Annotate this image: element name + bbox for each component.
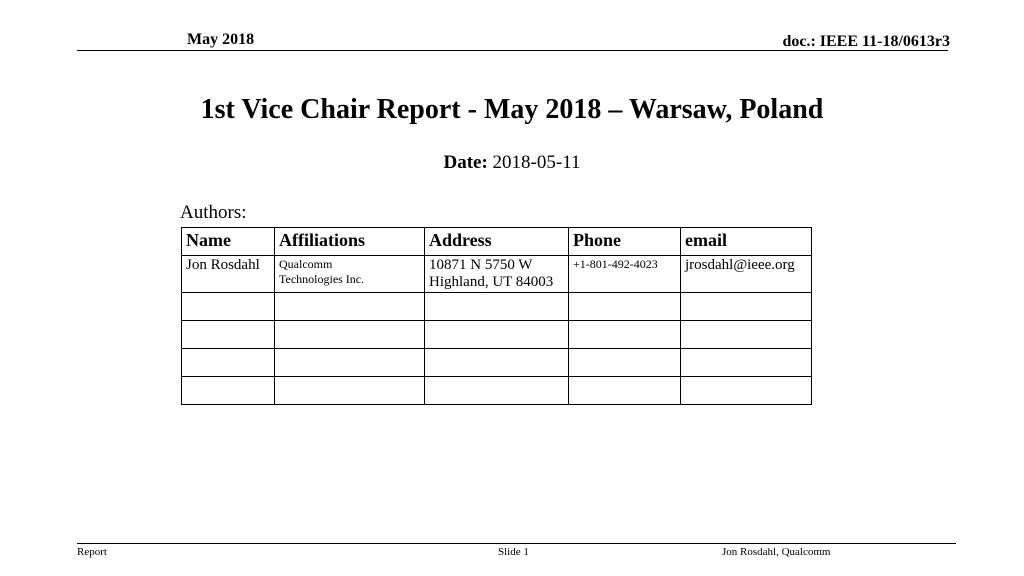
- empty-cell: [425, 349, 569, 377]
- footer-divider: [77, 543, 956, 544]
- address-line: 10871 N 5750 W: [429, 257, 533, 273]
- empty-cell: [182, 349, 275, 377]
- empty-cell: [275, 293, 425, 321]
- date-line: [0, 152, 1024, 174]
- date-label: Date:: [443, 152, 488, 173]
- header-address: Address: [425, 228, 569, 256]
- empty-cell: [182, 377, 275, 405]
- affiliation-line: Technologies Inc.: [279, 272, 365, 286]
- header-affiliations: Affiliations: [275, 228, 425, 256]
- empty-cell: [569, 293, 681, 321]
- table-row: [182, 377, 812, 405]
- affiliation-line: Qualcomm: [279, 257, 333, 271]
- empty-cell: [569, 321, 681, 349]
- empty-cell: [275, 321, 425, 349]
- empty-cell: [569, 377, 681, 405]
- empty-cell: [425, 321, 569, 349]
- empty-cell: [681, 377, 812, 405]
- footer-slide-number: Slide 1: [498, 546, 529, 558]
- empty-cell: [275, 377, 425, 405]
- empty-cell: [182, 293, 275, 321]
- slide-title: 1st Vice Chair Report - May 2018 – Warsaw, Poland: [200, 94, 824, 125]
- cell-name: Jon Rosdahl: [182, 256, 275, 293]
- footer-report: Report: [77, 546, 107, 558]
- date-value: 2018-05-11: [492, 152, 581, 173]
- table-row: [182, 256, 812, 293]
- table-row: [182, 321, 812, 349]
- empty-cell: [681, 349, 812, 377]
- header-doc-id: doc.: IEEE 11-18/0613r3: [782, 33, 950, 50]
- header-phone: Phone: [569, 228, 681, 256]
- header-name: Name: [182, 228, 275, 256]
- cell-affiliation: [275, 256, 425, 293]
- empty-cell: [275, 349, 425, 377]
- empty-cell: [569, 349, 681, 377]
- header-date: May 2018: [187, 31, 255, 48]
- table-header-row: [182, 228, 812, 256]
- footer-author: Jon Rosdahl, Qualcomm: [722, 546, 831, 558]
- cell-phone: +1-801-492-4023: [569, 256, 681, 293]
- empty-cell: [425, 377, 569, 405]
- header-divider: [77, 50, 948, 51]
- table-row: [182, 293, 812, 321]
- empty-cell: [182, 321, 275, 349]
- empty-cell: [681, 321, 812, 349]
- empty-cell: [681, 293, 812, 321]
- address-line: Highland, UT 84003: [429, 274, 554, 290]
- authors-table: [181, 227, 812, 405]
- cell-email: jrosdahl@ieee.org: [681, 256, 812, 293]
- table-row: [182, 349, 812, 377]
- empty-cell: [425, 293, 569, 321]
- authors-label: Authors:: [180, 202, 247, 223]
- cell-address: [425, 256, 569, 293]
- header-email: email: [681, 228, 812, 256]
